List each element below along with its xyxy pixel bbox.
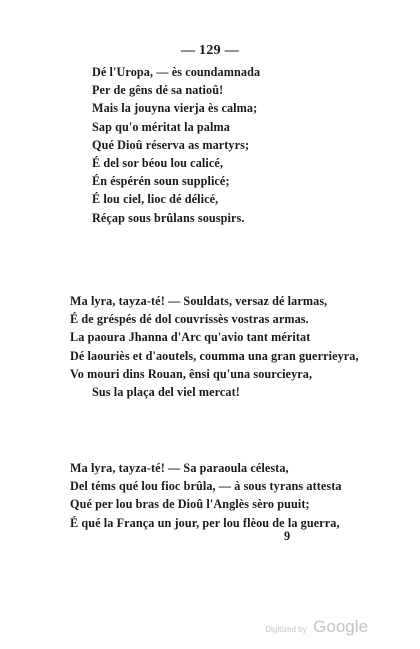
verse-line: Ma lyra, tayza-té! — Souldats, versaz dé larmas, (70, 294, 328, 308)
watermark-brand-logo: Google (313, 617, 368, 636)
verse-line: Réçap sous brûlans souspirs. (92, 210, 245, 225)
verse-line: Ma lyra, tayza-té! — Sa paraoula célesta, (70, 461, 289, 475)
verse-line: Dé l'Uropa, — ès coundamnada (92, 65, 261, 79)
verse-line: Sap qu'o méritat la palma (92, 119, 230, 134)
verse-line: É del sor béou lou calicé, (92, 156, 224, 171)
verse-line: Vo mouri dins Rouan, ênsi qu'una sourcieyra, (70, 366, 313, 381)
digitized-watermark (265, 617, 368, 637)
watermark-prefix: Digitized by (265, 625, 307, 634)
verse-line: Del téms qué lou fioc brûla, — à sous tyrans attesta (70, 479, 342, 494)
verse-line: Én éspérén soun supplicé; (92, 174, 230, 189)
verse-line: Mais la jouyna vierja ès calma; (92, 101, 258, 116)
stanza-1 (92, 63, 260, 227)
verse-line: É qué la França un jour, per lou flèou de la guerra, (70, 515, 340, 530)
verse-line: Per de gêns dé sa natioû! (92, 83, 224, 98)
verse-line: É lou ciel, lioc dé délicé, (92, 192, 219, 207)
stanza-3 (70, 459, 342, 532)
verse-line: Qué per lou bras de Dioû l'Anglès sèro puuit; (70, 497, 310, 512)
signature-mark: 9 (284, 529, 291, 543)
verse-line: Dé laouriès et d'aoutels, coumma una gran guerrieyra, (70, 348, 359, 363)
page-number-header: — 129 — (180, 43, 240, 58)
verse-line: Qué Dioû réserva as martyrs; (92, 137, 250, 152)
verse-line-indented: Sus la plaça del viel mercat! (92, 385, 240, 400)
stanza-2 (70, 292, 359, 401)
verse-line: La paoura Jhanna d'Arc qu'avio tant méritat (70, 330, 311, 345)
verse-line: É de gréspés dé dol couvrissès vostras armas. (70, 312, 309, 327)
